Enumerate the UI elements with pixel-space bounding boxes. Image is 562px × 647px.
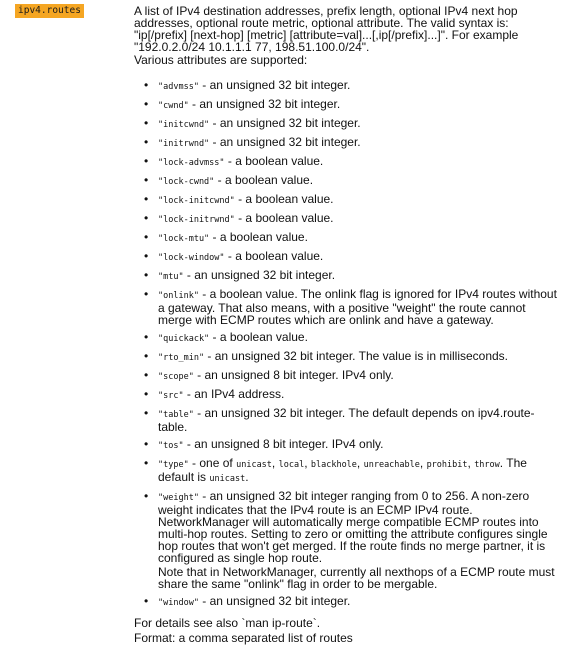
attribute-item-window — [134, 595, 558, 609]
attribute-item — [134, 117, 558, 131]
separator: , — [304, 456, 311, 470]
bullet-icon: • — [144, 489, 149, 503]
attribute-item — [134, 98, 558, 112]
separator: , — [467, 456, 475, 470]
bullet-icon: • — [144, 154, 149, 168]
attribute-name: "initcwnd" — [158, 120, 210, 130]
bullet-icon: • — [144, 330, 149, 344]
attribute-name: "lock-window" — [158, 253, 225, 263]
attribute-item — [134, 350, 558, 364]
attribute-text: - a boolean value. — [224, 249, 324, 263]
attribute-item — [134, 212, 558, 226]
attribute-text: - an unsigned 32 bit integer. — [198, 594, 351, 608]
attribute-name: "rto_min" — [158, 353, 205, 363]
type-value: blackhole — [310, 460, 357, 470]
attribute-text: - an unsigned 32 bit integer. The value is in milliseconds. — [204, 349, 509, 363]
attribute-text: . — [245, 470, 249, 484]
bullet-icon: • — [144, 349, 149, 363]
bullet-icon: • — [144, 249, 149, 263]
bullet-icon: • — [144, 406, 149, 420]
attribute-name: "quickack" — [158, 334, 210, 344]
attribute-item — [134, 79, 558, 93]
attribute-name: "onlink" — [158, 291, 199, 301]
attribute-name: "lock-mtu" — [158, 234, 210, 244]
separator: , — [419, 456, 427, 470]
attribute-text: - a boolean value. — [234, 192, 334, 206]
attribute-item — [134, 269, 558, 283]
attribute-text: - a boolean value. — [209, 230, 308, 244]
attribute-name: "lock-initrwnd" — [158, 215, 235, 225]
attribute-list — [134, 79, 558, 609]
attribute-text: - a boolean value. — [209, 330, 308, 344]
see-also-text: For details see also `man ip-route`. — [134, 616, 321, 630]
bullet-icon: • — [144, 287, 149, 301]
separator: , — [356, 456, 364, 470]
attribute-name: "window" — [158, 598, 199, 608]
bullet-icon: • — [144, 387, 149, 401]
bullet-icon: • — [144, 230, 149, 244]
attribute-item — [134, 331, 558, 345]
bullet-icon: • — [144, 368, 149, 382]
bullet-icon: • — [144, 437, 149, 451]
attribute-name: "weight" — [158, 493, 199, 503]
attribute-item — [134, 155, 558, 169]
bullet-icon: • — [144, 456, 149, 470]
attribute-name: "lock-advmss" — [158, 158, 225, 168]
attribute-item — [134, 438, 558, 452]
bullet-icon: • — [144, 135, 149, 149]
attribute-name: "scope" — [158, 372, 194, 382]
attribute-name: "src" — [158, 391, 184, 401]
attribute-text: - an unsigned 32 bit integer. — [209, 135, 361, 149]
bullet-icon: • — [144, 268, 149, 282]
attribute-item — [134, 174, 558, 188]
attribute-text: - an unsigned 8 bit integer. IPv4 only. — [183, 437, 384, 451]
type-value: unreachable — [363, 460, 420, 470]
attribute-name: "cwnd" — [158, 101, 189, 111]
bullet-icon: • — [144, 116, 149, 130]
type-value: local — [278, 460, 305, 470]
attribute-item — [134, 231, 558, 245]
attribute-text: - an unsigned 32 bit integer. — [198, 78, 351, 92]
attribute-item-weight — [134, 490, 558, 590]
attribute-text: . The default is — [158, 456, 527, 484]
attribute-item — [134, 369, 558, 383]
attribute-item — [134, 193, 558, 207]
weight-note: Note that in NetworkManager, currently all nexthops of a ECMP route must share the same "onlink" flag in order to be mergable. — [158, 565, 555, 591]
type-values — [236, 456, 500, 470]
attribute-name: "type" — [158, 460, 189, 470]
bullet-icon: • — [144, 78, 149, 92]
intro-text: A list of IPv4 destination addresses, prefix length, optional IPv4 next hop addresses, optional route metric, optional attribute. The valid syntax is: "ip[/prefix] [next-hop] [metric] [attribute=val]...[,ip[/prefix]...]". For example "192.0.2.0/24 10.1.1.1 77, 198.51.100.0/24". — [134, 4, 519, 54]
attribute-text: - an unsigned 32 bit integer ranging from 0 to 256. A non-zero weight indicates that the IPv4 route is an ECMP IPv4 route. NetworkManager will automatically merge compatible ECMP routes into multi-hop routes. Setting to zero or omitting the attribute configures single hop routes that won't get merged. If the route finds no merge partner, it is configured as single hop route. — [158, 489, 548, 565]
separator: , — [271, 456, 279, 470]
footer — [134, 617, 558, 644]
attribute-text: - one of — [188, 456, 237, 470]
various-text: Various attributes are supported: — [134, 53, 308, 67]
attribute-text: - an unsigned 8 bit integer. IPv4 only. — [193, 368, 394, 382]
bullet-icon: • — [144, 192, 149, 206]
attribute-text: - an unsigned 32 bit integer. — [188, 97, 341, 111]
attribute-text: - a boolean value. — [224, 154, 324, 168]
attribute-text: - a boolean value. — [214, 173, 314, 187]
attribute-item — [134, 388, 558, 402]
bullet-icon: • — [144, 97, 149, 111]
property-name: ipv4.routes — [15, 4, 84, 18]
type-default: unicast — [209, 474, 246, 484]
property-description — [134, 5, 558, 647]
attribute-name: "tos" — [158, 441, 184, 451]
attribute-name: "initrwnd" — [158, 139, 210, 149]
attribute-text: - an unsigned 32 bit integer. — [209, 116, 361, 130]
attribute-name: "advmss" — [158, 82, 199, 92]
attribute-text: - an unsigned 32 bit integer. The default depends on ipv4.route-table. — [158, 406, 535, 434]
attribute-item — [134, 250, 558, 264]
type-value: prohibit — [426, 460, 468, 470]
attribute-text: - an IPv4 address. — [183, 387, 285, 401]
attribute-text: - a boolean value. The onlink flag is ignored for IPv4 routes without a gateway. That also means, with a positive "weight" the route cannot merge with ECMP routes which are onlink and have a gateway. — [158, 287, 557, 327]
attribute-text: - an unsigned 32 bit integer. — [183, 268, 336, 282]
type-value: unicast — [236, 460, 272, 470]
attribute-item-type — [134, 457, 558, 485]
attribute-item — [134, 136, 558, 150]
bullet-icon: • — [144, 211, 149, 225]
attribute-name: "lock-initcwnd" — [158, 196, 235, 206]
attribute-text: - a boolean value. — [234, 211, 334, 225]
attribute-name: "mtu" — [158, 272, 184, 282]
attribute-item — [134, 407, 558, 433]
type-value: throw — [474, 460, 500, 470]
attribute-item — [134, 288, 558, 326]
bullet-icon: • — [144, 173, 149, 187]
attribute-name: "table" — [158, 410, 194, 420]
bullet-icon: • — [144, 594, 149, 608]
format-text: Format: a comma separated list of routes — [134, 631, 353, 645]
attribute-name: "lock-cwnd" — [158, 177, 215, 187]
